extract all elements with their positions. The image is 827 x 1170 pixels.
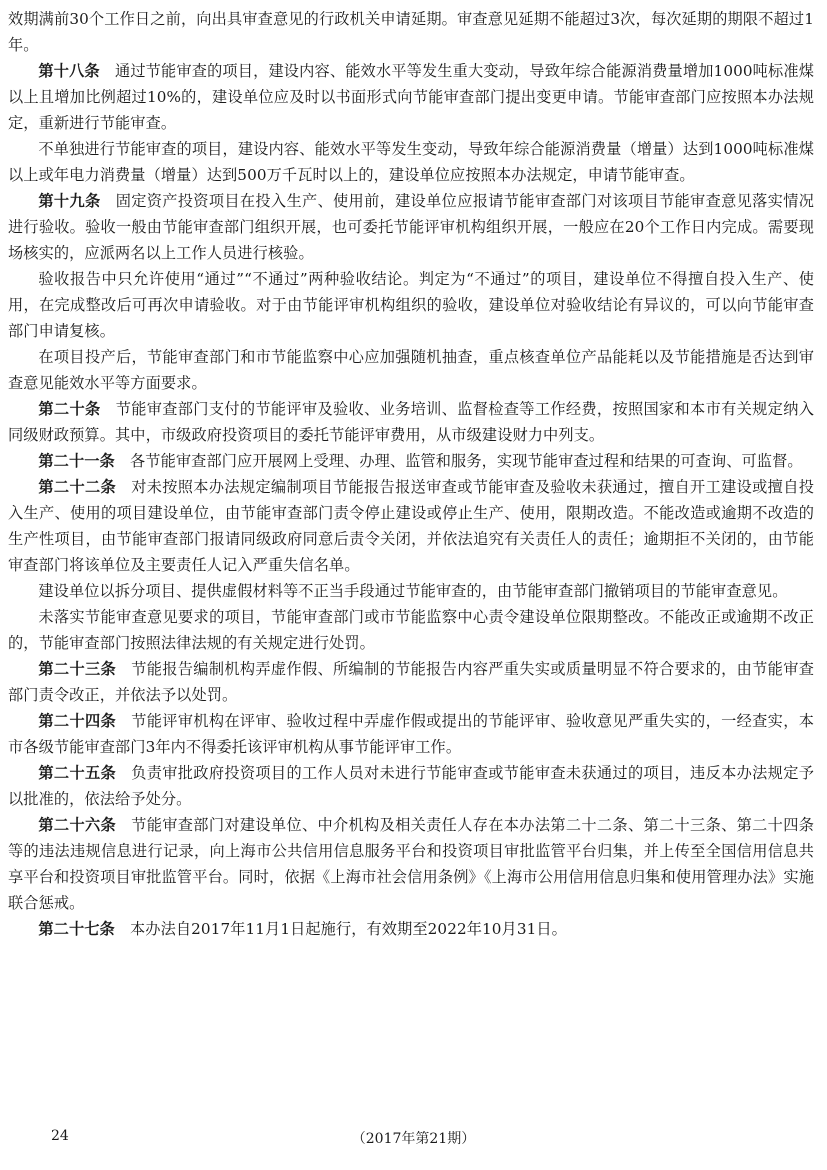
paragraph-text: 验收报告中只允许使用“通过”“不通过”两种验收结论。判定为“不通过”的项目，建设单位不得擅自投入生产、使用，在完成整改后可再次申请验收。对于由节能评审机构组织的验收，建设单位对验收结论有异议的，可以向节能审查部门申请复核。 (8, 270, 814, 340)
article-19-clause-2 (8, 266, 814, 344)
paragraph-text: 未落实节能审查意见要求的项目，节能审查部门或市节能监察中心责令建设单位限期整改。不能改正或逾期不改正的，节能审查部门按照法律法规的有关规定进行处罚。 (8, 608, 814, 652)
article-18 (8, 58, 814, 136)
article-heading: 第十八条 (38, 62, 100, 80)
article-19 (8, 188, 814, 266)
paragraph-text: 不单独进行节能审查的项目，建设内容、能效水平等发生变动，导致年综合能源消费量（增量）达到1000吨标准煤以上或年电力消费量（增量）达到500万千瓦时以上的，建设单位应按照本办法规定，申请节能审查。 (8, 140, 814, 184)
paragraph-text: 各节能审查部门应开展网上受理、办理、监管和服务，实现节能审查过程和结果的可查询、可监督。 (130, 452, 803, 470)
article-18-clause-2 (8, 136, 814, 188)
page-number: 24 (51, 1128, 69, 1144)
article-19-clause-3 (8, 344, 814, 396)
paragraph-text: 节能评审机构在评审、验收过程中弄虚作假或提出的节能评审、验收意见严重失实的，一经查实，本市各级节能审查部门3年内不得委托该评审机构从事节能评审工作。 (8, 712, 815, 756)
article-21 (8, 448, 814, 474)
paragraph-text: 固定资产投资项目在投入生产、使用前，建设单位应报请节能审查部门对该项目节能审查意见落实情况进行验收。验收一般由节能审查部门组织开展，也可委托节能评审机构组织开展，一般应在20个工作日内完成。需要现场核实的，应派两名以上工作人员进行核验。 (8, 192, 815, 262)
article-22-clause-2 (8, 578, 814, 604)
article-heading: 第二十七条 (38, 920, 115, 938)
article-22-clause-3 (8, 604, 814, 656)
paragraph-text: 建设单位以拆分项目、提供虚假材料等不正当手段通过节能审查的，由节能审查部门撤销项目的节能审查意见。 (38, 582, 788, 600)
document-body (8, 6, 814, 942)
paragraph-text: 通过节能审查的项目，建设内容、能效水平等发生重大变动，导致年综合能源消费量增加1000吨标准煤以上且增加比例超过10%的，建设单位应及时以书面形式向节能审查部门提出变更申请。节能审查部门应按照本办法规定，重新进行节能审查。 (8, 62, 814, 132)
article-26 (8, 812, 814, 916)
paragraph-text: 效期满前30个工作日之前，向出具审查意见的行政机关申请延期。审查意见延期不能超过3次，每次延期的期限不超过1年。 (8, 10, 814, 54)
article-22 (8, 474, 814, 578)
page-footer (0, 1128, 827, 1156)
article-heading: 第十九条 (38, 192, 101, 210)
article-27 (8, 916, 814, 942)
paragraph-text: 节能报告编制机构弄虚作假、所编制的节能报告内容严重失实或质量明显不符合要求的，由节能审查部门责令改正，并依法予以处罚。 (8, 660, 815, 704)
paragraph-text: 节能审查部门对建设单位、中介机构及相关责任人存在本办法第二十二条、第二十三条、第二十四条等的违法违规信息进行记录，向上海市公共信用信息服务平台和投资项目审批监管平台归集，并上传至全国信用信息共享平台和投资项目审批监管平台。同时，依据《上海市社会信用条例》《上海市公用信用信息归集和使用管理办法》实施联合惩戒。 (8, 816, 815, 912)
paragraph-text: 节能审查部门支付的节能评审及验收、业务培训、监督检查等工作经费，按照国家和本市有关规定纳入同级财政预算。其中，市级政府投资项目的委托节能评审费用，从市级建设财力中列支。 (8, 400, 815, 444)
article-heading: 第二十二条 (38, 478, 117, 496)
article-23 (8, 656, 814, 708)
article-heading: 第二十三条 (38, 660, 117, 678)
paragraph-text: 在项目投产后，节能审查部门和市节能监察中心应加强随机抽查，重点核查单位产品能耗以及节能措施是否达到审查意见能效水平等方面要求。 (8, 348, 814, 392)
paragraph-continuation (8, 6, 814, 58)
article-heading: 第二十条 (38, 400, 101, 418)
article-25 (8, 760, 814, 812)
article-24 (8, 708, 814, 760)
paragraph-text: 对未按照本办法规定编制项目节能报告报送审查或节能审查及验收未获通过，擅自开工建设或擅自投入生产、使用的项目建设单位，由节能审查部门责令停止建设或停止生产、使用，限期改造。不能改造或逾期不改造的生产性项目，由节能审查部门报请同级政府同意后责令关闭，并依法追究有关责任人的责任；逾期拒不关闭的，由节能审查部门将该单位及主要责任人记入严重失信名单。 (8, 478, 815, 574)
article-heading: 第二十五条 (38, 764, 117, 782)
article-heading: 第二十四条 (38, 712, 117, 730)
paragraph-text: 负责审批政府投资项目的工作人员对未进行节能审查或节能审查未获通过的项目，违反本办法规定予以批准的，依法给予处分。 (8, 764, 815, 808)
issue-label: （2017年第21期） (351, 1131, 476, 1147)
article-20 (8, 396, 814, 448)
paragraph-text: 本办法自2017年11月1日起施行，有效期至2022年10月31日。 (130, 920, 567, 938)
article-heading: 第二十一条 (38, 452, 115, 470)
article-heading: 第二十六条 (38, 816, 117, 834)
